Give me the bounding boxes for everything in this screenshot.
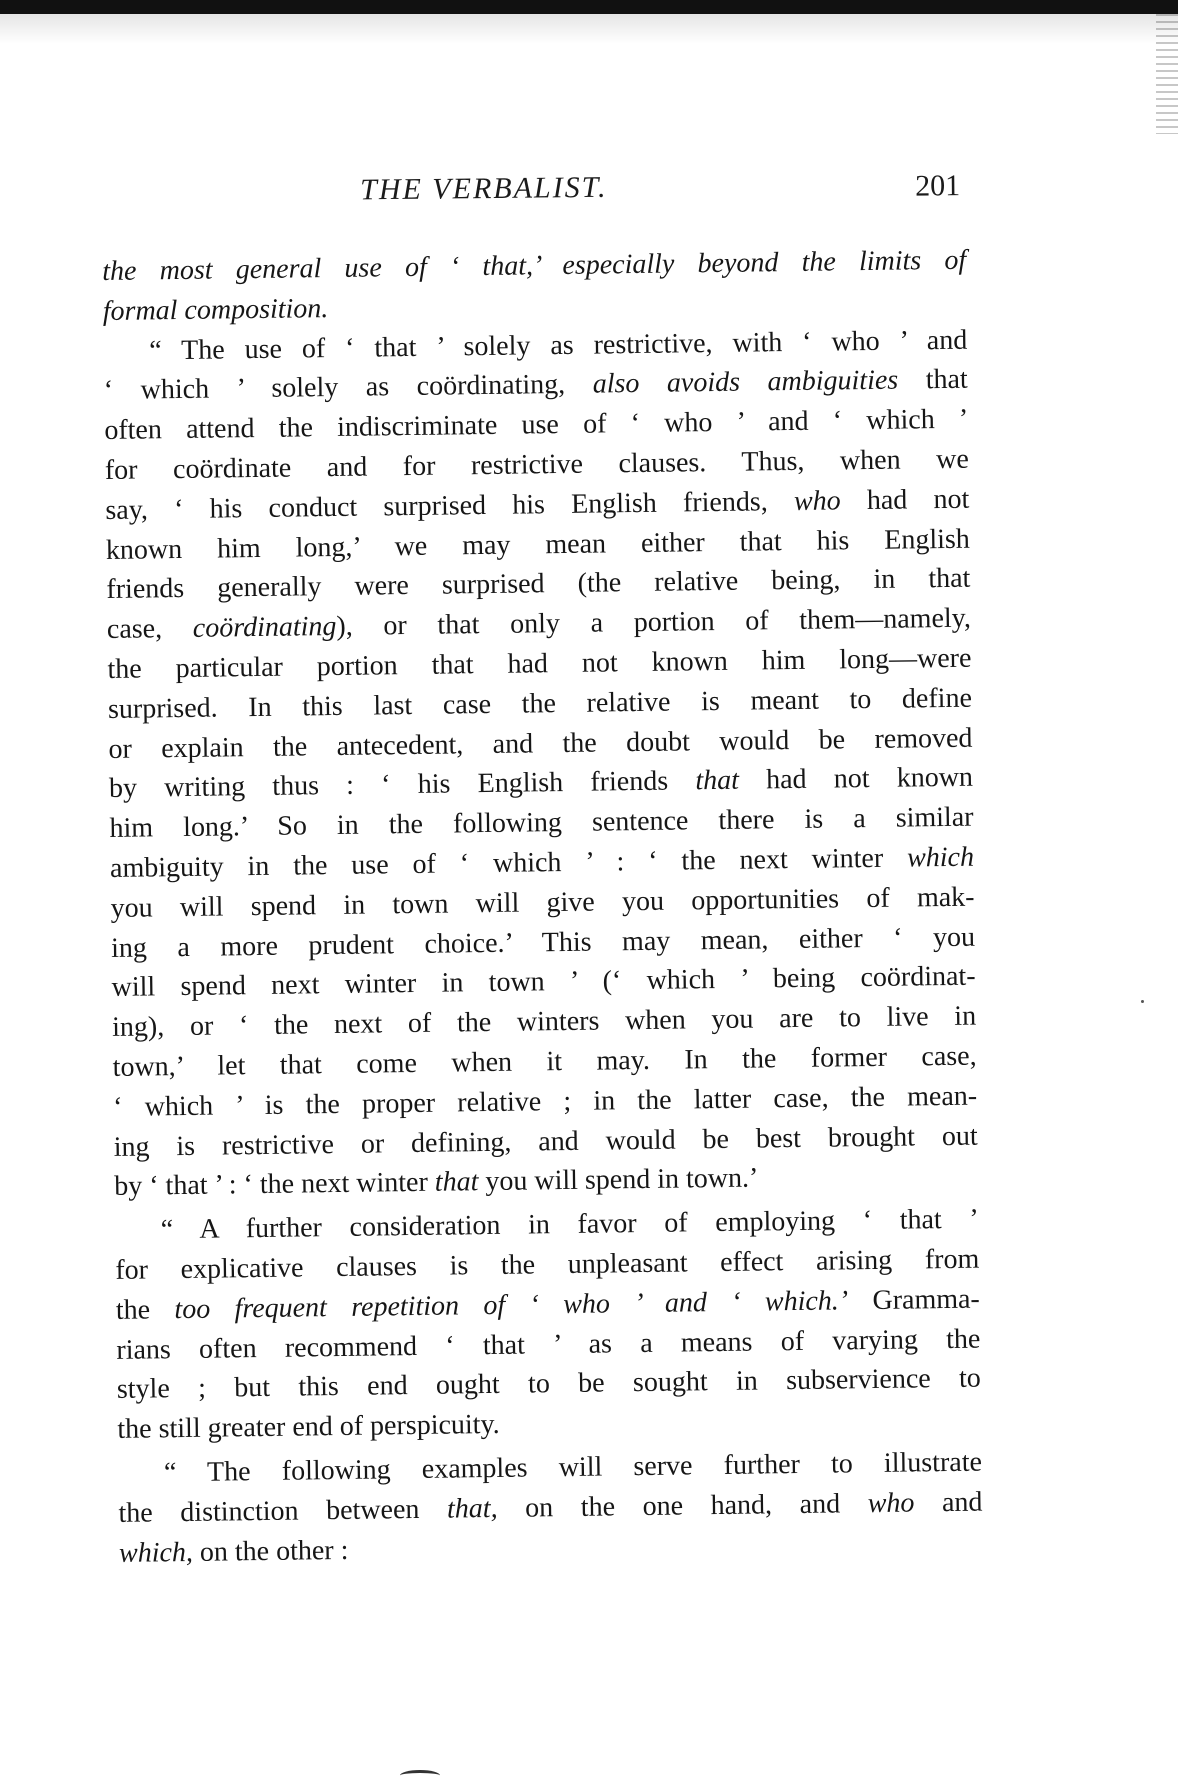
text-segment: Gramma- bbox=[847, 1283, 980, 1317]
text-segment: town,’ let that come when it may. In the former case, bbox=[112, 1040, 977, 1083]
text-segment: for explicative clauses is the unpleasant effect arising from bbox=[115, 1243, 980, 1286]
text-segment: him long.’ So in the following sentence there is a similar bbox=[109, 801, 974, 845]
text-segment: “ The use of ‘ that ’ solely as restrictive, with ‘ who ’ and bbox=[149, 324, 968, 366]
text-segment: ing), or ‘ the next of the winters when you are to live in bbox=[111, 1000, 977, 1044]
text-segment: you will spend in town will give you opportunities of mak- bbox=[110, 881, 975, 924]
page-header bbox=[110, 167, 960, 222]
text-segment: style ; but this end ought to be sought in subservience to bbox=[116, 1362, 982, 1406]
running-head: THE VERBALIST. bbox=[359, 170, 608, 207]
text-segment: case, bbox=[106, 613, 194, 646]
text-segment: friends generally were surprised (the relative being, in that bbox=[106, 563, 971, 606]
page-number: 201 bbox=[914, 169, 961, 203]
italic-segment: the most general use of ‘ that,’ especially beyond the limits of bbox=[102, 244, 967, 287]
text-segment: had not bbox=[840, 483, 970, 517]
scan-shadow bbox=[0, 14, 1178, 44]
italic-segment: too frequent repetition of ‘ who ’ and ‘ which.’ bbox=[174, 1285, 849, 1325]
text-segment: will spend next winter in town ’ (‘ which ’ being coördinat- bbox=[111, 960, 976, 1004]
text-segment: by writing thus : ‘ his English friends bbox=[108, 765, 696, 805]
scan-edge-specks bbox=[1156, 14, 1178, 134]
footer-ink-mark bbox=[400, 1770, 440, 1781]
italic-segment: formal composition. bbox=[102, 292, 329, 327]
text-segment: say, ‘ his conduct surprised his English friends, bbox=[105, 485, 795, 526]
text-segment: the bbox=[115, 1293, 175, 1326]
text-segment: the still greater end of perspicuity. bbox=[117, 1409, 500, 1446]
text-segment: ‘ which ’ is the proper relative ; in the latter case, the mean- bbox=[112, 1080, 978, 1123]
text-segment: and bbox=[914, 1486, 983, 1519]
italic-segment: who bbox=[867, 1487, 915, 1519]
italic-segment: also avoids ambiguities bbox=[592, 364, 899, 400]
text-segment: you will spend in town.’ bbox=[478, 1162, 759, 1198]
text-segment: on the one hand, and bbox=[497, 1487, 868, 1524]
text-segment: on the other : bbox=[192, 1534, 349, 1568]
text-segment: rians often recommend ‘ that ’ as a means of varying the bbox=[116, 1323, 981, 1366]
text-segment: “ The following examples will serve further to illustrate bbox=[163, 1446, 983, 1489]
italic-segment: that bbox=[434, 1166, 479, 1199]
text-segment: or explain the antecedent, and the doubt would be removed bbox=[108, 722, 973, 765]
body-text bbox=[102, 241, 983, 1573]
italic-segment: who bbox=[793, 485, 841, 517]
margin-ink-speck bbox=[1141, 1000, 1144, 1003]
text-segment: ing a more prudent choice.’ This may mean, either ‘ you bbox=[110, 921, 976, 964]
text-segment: by ‘ that ’ : ‘ the next winter bbox=[114, 1167, 436, 1203]
text-segment: ing is restrictive or defining, and would be best brought out bbox=[113, 1120, 978, 1163]
text-segment: that bbox=[898, 364, 968, 396]
italic-segment: that, bbox=[446, 1492, 498, 1525]
top-scan-edge bbox=[0, 0, 1178, 14]
italic-segment: that bbox=[695, 765, 740, 797]
text-segment: the distinction between bbox=[118, 1493, 448, 1529]
text-segment: often attend the indiscriminate use of ‘ who ’ and ‘ which ’ bbox=[104, 403, 969, 447]
text-segment: for coördinate and for restrictive clauses. Thus, when we bbox=[104, 443, 969, 486]
italic-segment: which bbox=[906, 841, 975, 874]
text-segment: ), or that only a portion of them—namely, bbox=[336, 602, 972, 643]
text-segment: ‘ which ’ solely as coördinating, bbox=[103, 368, 593, 407]
text-segment: the particular portion that had not known him long—were bbox=[107, 642, 972, 685]
text-segment: “ A further consideration in favor of employing ‘ that ’ bbox=[160, 1203, 979, 1246]
text-segment: known him long,’ we may mean either that his English bbox=[105, 523, 971, 566]
italic-segment: which, bbox=[118, 1536, 194, 1569]
text-segment: ambiguity in the use of ‘ which ’ : ‘ the next winter bbox=[109, 842, 908, 884]
text-segment: had not known bbox=[738, 762, 974, 797]
text-segment: surprised. In this last case the relative is meant to define bbox=[107, 682, 973, 725]
italic-segment: coördinating bbox=[192, 611, 337, 645]
